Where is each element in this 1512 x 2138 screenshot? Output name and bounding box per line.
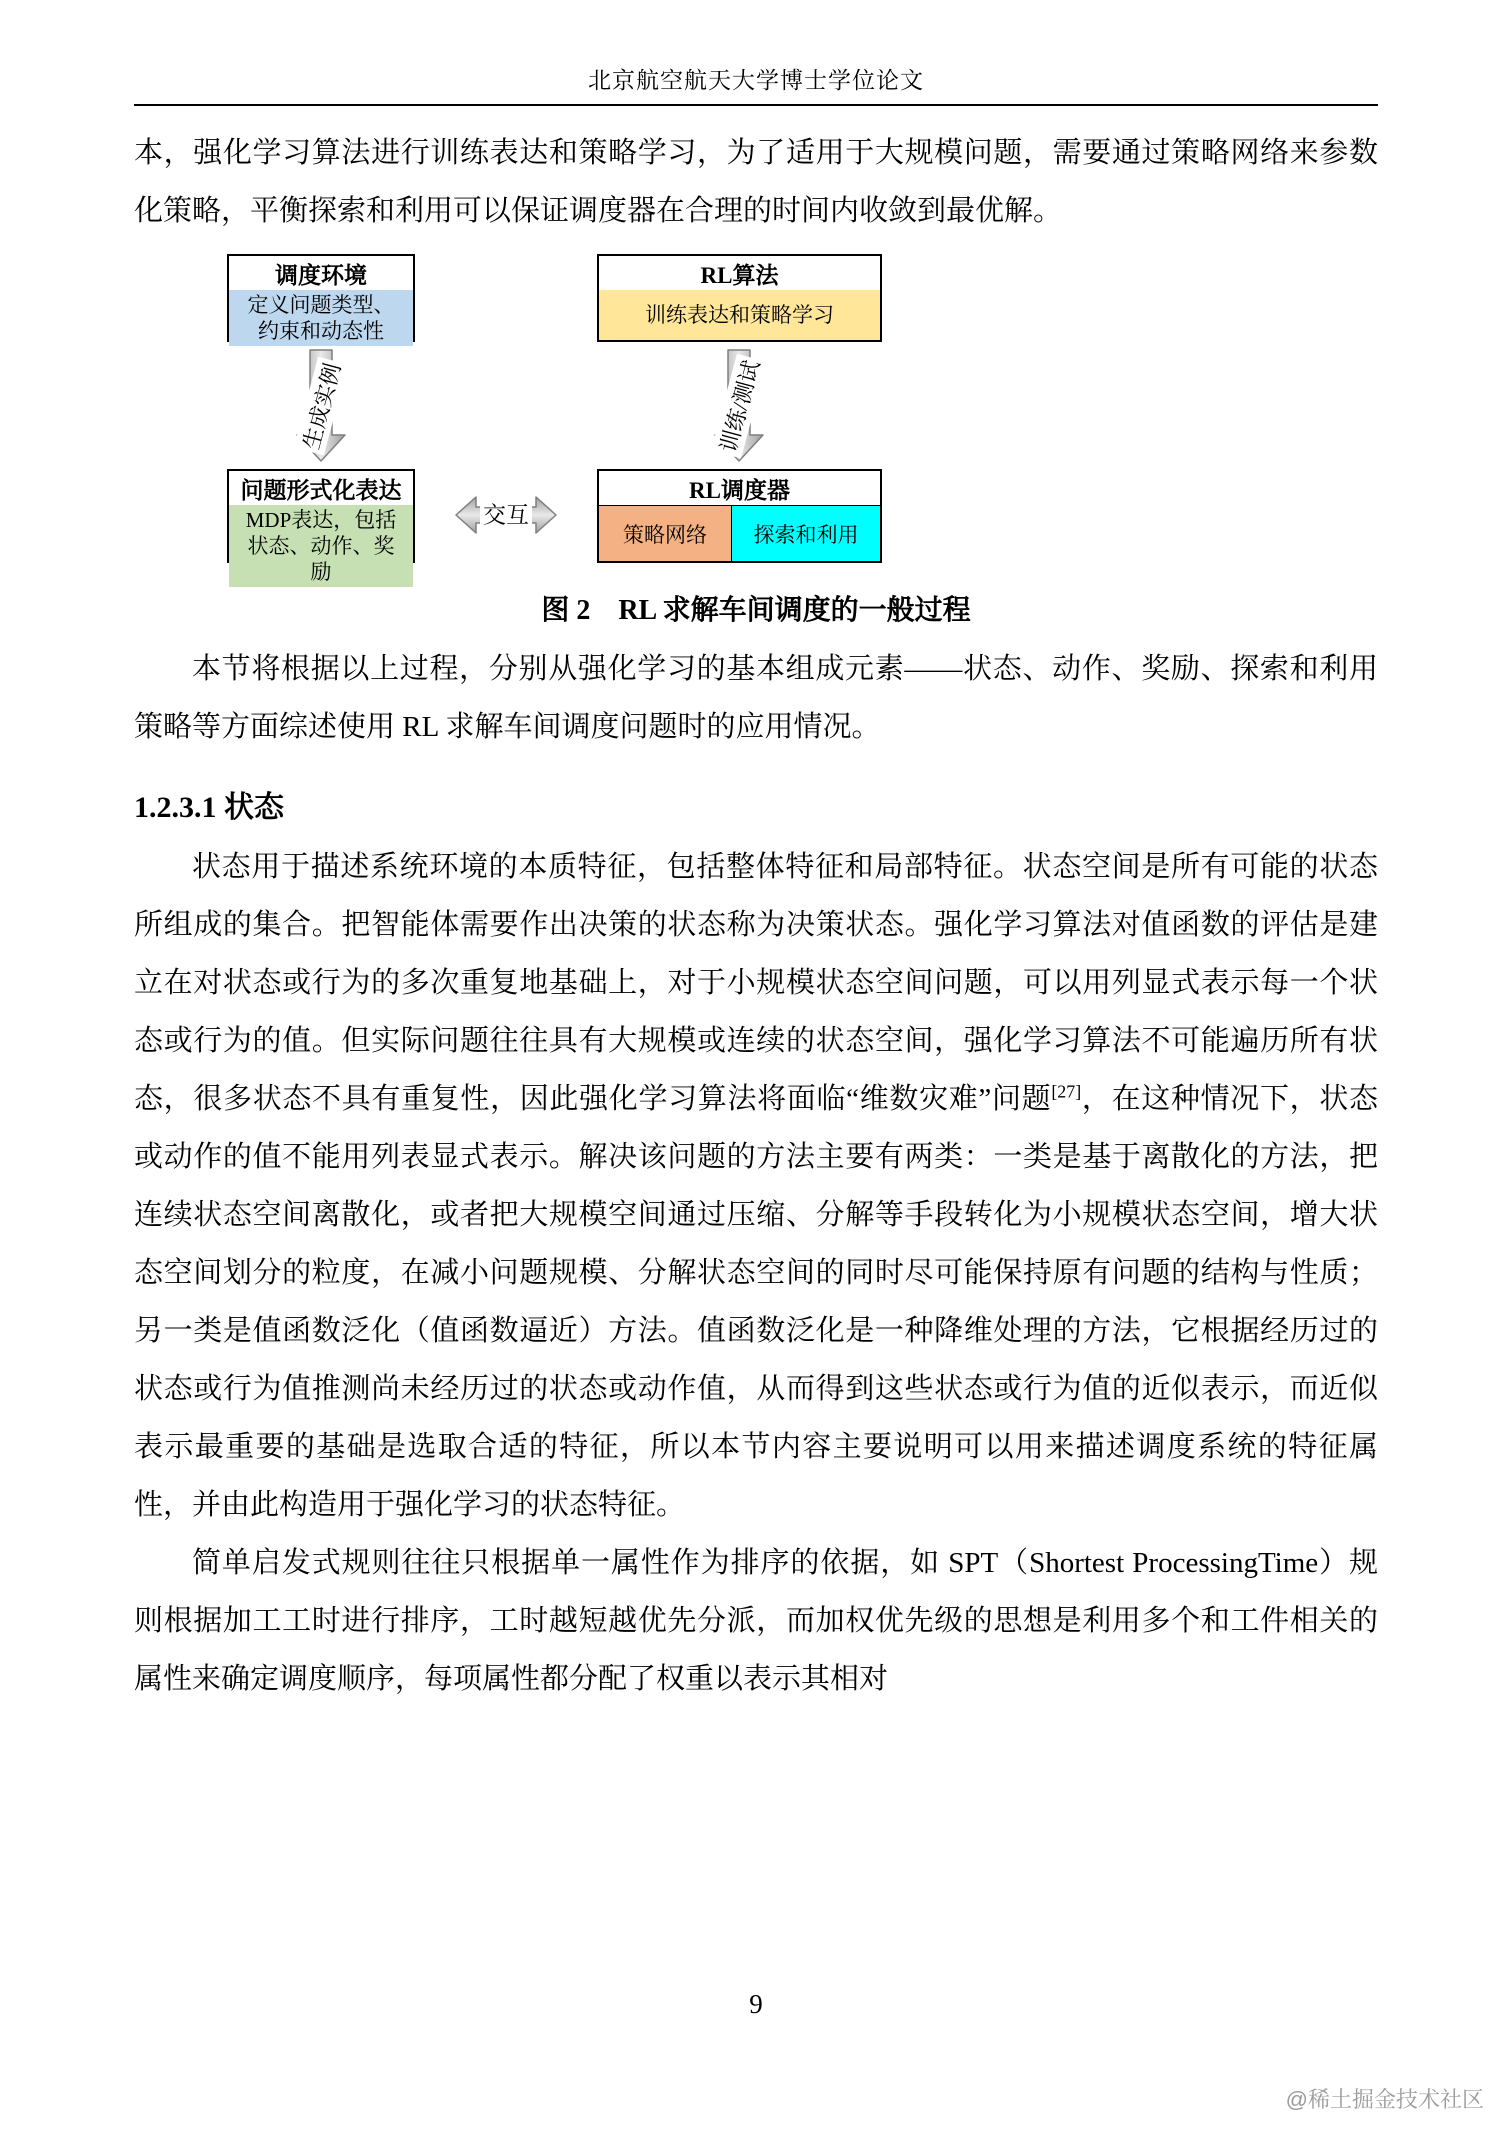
- paragraph-intro: 本，强化学习算法进行训练表达和策略学习，为了适用于大规模问题，需要通过策略网络来参数化策略，平衡探索和利用可以保证调度器在合理的时间内收敛到最优解。: [134, 137, 1378, 227]
- page-number: 9: [749, 1989, 763, 2019]
- interact-arrow-label: 交互: [480, 497, 532, 530]
- train-test-arrow-label: 训练/测试: [711, 354, 767, 459]
- watermark: @稀土掘金技术社区: [1285, 2087, 1484, 2112]
- header-title: 北京航空航天大学博士学位论文: [588, 68, 924, 93]
- algo-box-title: RL算法: [700, 262, 779, 288]
- scheduling-environment-box: [227, 254, 415, 342]
- figure-diagram: [134, 254, 1378, 584]
- paragraph-after-figure: 本节将根据以上过程，分别从强化学习的基本组成元素——状态、动作、奖励、探索和利用策略等方面综述使用 RL 求解车间调度问题时的应用情况。: [134, 653, 1378, 743]
- state-text-part2: ，在这种情况下，状态或动作的值不能用列表显式表示。解决该问题的方法主要有两类：一类是基于离散化的方法，把连续状态空间离散化，或者把大规模空间通过压缩、分解等手段转化为小规模状态空间，增大状态空间划分的粒度，在减小问题规模、分解状态空间的同时尽可能保持原有问题的结构与性质；另一类是值函数泛化（值函数逼近）方法。值函数泛化是一种降维处理的方法，它根据经历过的状态或行为值推测尚未经历过的状态或动作值，从而得到这些状态或行为值的近似表示，而近似表示最重要的基础是选取合适的特征，所以本节内容主要说明可以用来描述调度系统的特征属性，并由此构造用于强化学习的状态特征。: [134, 1083, 1378, 1521]
- figure-caption: 图 2 RL 求解车间调度的一般过程: [541, 595, 971, 626]
- citation-ref-27: [27]: [1051, 1081, 1082, 1102]
- env-box-title: 调度环境: [275, 262, 367, 288]
- algo-box-content: 训练表达和策略学习: [599, 290, 880, 340]
- state-text-part1: 状态用于描述系统环境的本质特征，包括整体特征和局部特征。状态空间是所有可能的状态所组成的集合。把智能体需要作出决策的状态称为决策状态。强化学习算法对值函数的评估是建立在对状态或行为的多次重复地基础上，对于小规模状态空间问题，可以用列显式表示每一个状态或行为的值。但实际问题往往具有大规模或连续的状态空间，强化学习算法不可能遍历所有状态，很多状态不具有重复性，因此强化学习算法将面临“维数灾难”问题: [134, 851, 1378, 1115]
- paragraph-state: [134, 838, 1378, 1534]
- explore-exploit-cell: 探索和利用: [732, 506, 880, 561]
- env-box-content: 定义问题类型、约束和动态性: [229, 290, 413, 346]
- formal-box-title: 问题形式化表达: [240, 477, 402, 503]
- generate-instance-arrow-label: 生成实例: [294, 357, 348, 456]
- page-header: [134, 62, 1378, 106]
- rl-scheduler-box: [597, 469, 882, 563]
- section-heading: 1.2.3.1 状态: [134, 791, 284, 824]
- scheduler-box-content: [599, 505, 880, 561]
- formal-box-content: MDP表达，包括状态、动作、奖励: [229, 505, 413, 587]
- scheduler-box-title: RL调度器: [689, 477, 790, 503]
- paragraph-heuristic-rules: 简单启发式规则往往只根据单一属性作为排序的依据，如 SPT（Shortest ProcessingTime）规则根据加工工时进行排序，工时越短越优先分派，而加权优先级的思想是利用多个和工件相关的属性来确定调度顺序，每项属性都分配了权重以表示其相对: [134, 1547, 1378, 1695]
- policy-network-cell: 策略网络: [599, 506, 732, 561]
- problem-formalization-box: [227, 469, 415, 584]
- rl-algorithm-box: [597, 254, 882, 342]
